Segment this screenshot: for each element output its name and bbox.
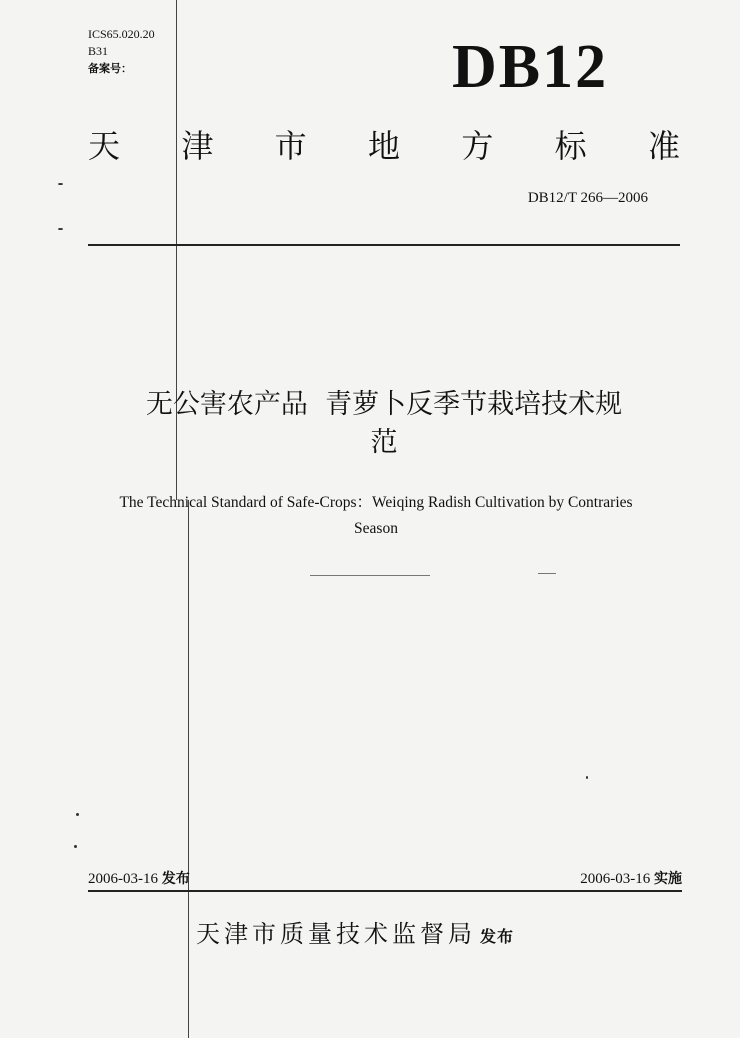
standard-title-char: 标 (554, 127, 587, 165)
record-number-label: 备案号： (88, 62, 132, 75)
issue-date: 2006-03-16 (88, 871, 158, 887)
implement-date-block (580, 868, 682, 888)
scan-dash (538, 573, 556, 574)
footer-divider (88, 890, 682, 892)
scan-speck (58, 228, 63, 230)
scan-speck (58, 183, 63, 185)
english-title-line-1: The Technical Standard of Safe-Crops：Weiqing Radish Cultivation by Contraries (119, 494, 633, 511)
classification-codes (88, 26, 155, 77)
standard-title-char: 地 (367, 127, 400, 165)
scan-speck (586, 776, 588, 779)
publisher-line (196, 914, 514, 949)
db12-logo: DB12 (452, 33, 609, 101)
english-title-line-2: Season (354, 520, 398, 537)
standard-title-char: 市 (274, 127, 307, 165)
standard-title-char: 津 (181, 127, 214, 165)
ccs-code: B31 (88, 44, 109, 58)
standard-title-char: 天 (88, 127, 121, 165)
publisher-name: 天津市质量技术监督局 (196, 920, 476, 948)
header-divider (88, 244, 680, 246)
chinese-title (88, 386, 680, 462)
standard-type-title (88, 126, 680, 166)
publisher-suffix: 发布 (480, 927, 515, 946)
ics-code: ICS65.020.20 (88, 27, 155, 41)
implement-date: 2006-03-16 (580, 871, 651, 887)
standard-title-char: 方 (461, 127, 494, 165)
scan-speck (76, 813, 79, 816)
date-row (88, 868, 682, 888)
implement-label: 实施 (654, 871, 682, 887)
scan-dash (310, 575, 430, 576)
standard-number: DB12/T 266—2006 (527, 190, 648, 206)
scan-speck (74, 845, 77, 848)
standard-title-char: 准 (647, 127, 680, 165)
english-title (70, 490, 682, 542)
issue-label: 发布 (161, 871, 190, 887)
scan-line-left-lower (188, 500, 189, 1038)
chinese-title-line-2: 范 (370, 427, 398, 458)
issue-date-block (88, 868, 190, 888)
chinese-title-line-1: 无公害农产品 青萝卜反季节栽培技术规 (145, 389, 623, 420)
